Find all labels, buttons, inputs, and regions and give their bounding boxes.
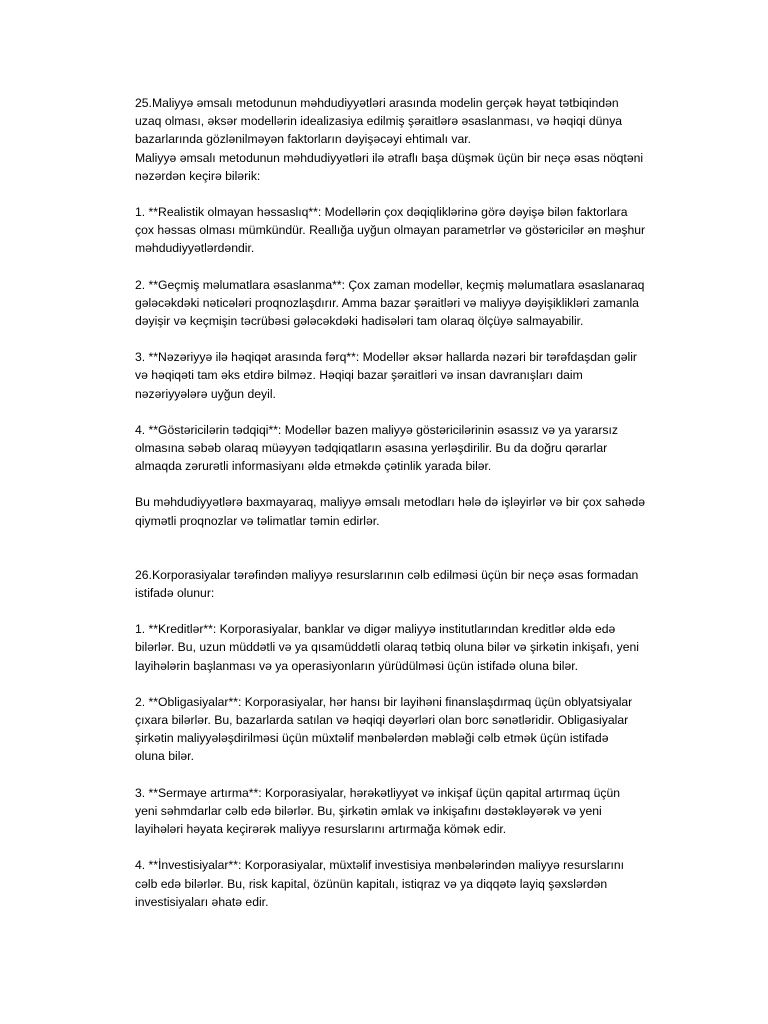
paragraph-25-conclusion: Bu məhdudiyyətlərə baxmayaraq, maliyyə əmsalı metodları hələ də işləyirlər və bir çox sahədə qiymətli proqnozlar və təlimatlar təmin edirlər. <box>135 495 646 528</box>
paragraph-gap <box>135 330 675 348</box>
paragraph-26-intro: 26.Korporasiyalar tərəfindən maliyyə resurslarının cəlb edilməsi üçün bir neçə əsas formadan istifadə olunur: <box>135 567 639 601</box>
paragraph-25-point-2: 2. **Geçmiş məlumatlara əsaslanma**: Çox zaman modellər, keçmiş məlumatlara əsaslanaraq gələcəkdəki nəticələri proqnozlaşdırır. Amma bazar şəraitləri və maliyyə dəyişiklikləri zamanla dəyişir və keçmişin təcrübəsi gələcəkdəki hadisələri tam olaraq ölçüyə salmayabilir. <box>135 277 645 329</box>
paragraph-25-point-3: 3. **Nəzəriyyə ilə həqiqət arasında fərq**: Modellər əksər hallarda nəzəri bir tərəfdaşdan gəlir və həqiqəti tam əks etdirə bilməz. Həqiqi bazar şəraitləri və insan davranışları daim nəzəriyyələrə uyğun deyil. <box>135 350 637 401</box>
paragraph-26-point-3: 3. **Sermaye artırma**: Korporasiyalar, hərəkətliyyət və inkişaf üçün qapital artırmaq üçün yeni səhmdarlar cəlb edə bilərlər. Bu, şirkətin əmlak və inkişafını dəstəkləyərək və yeni layihələri həyata keçirərək maliyyə resurslarını artırmağa kömək edir. <box>135 785 621 837</box>
paragraph-gap <box>135 675 675 693</box>
paragraph-gap <box>135 766 675 784</box>
paragraph-gap <box>135 258 675 276</box>
paragraph-26-point-1: 1. **Kreditlər**: Korporasiyalar, banklar və digər maliyyə institutlarından kreditlər əldə edə bilərlər. Bu, uzun müddətli və ya qısamüddətli olaraq tətbiq oluna bilər və şirkətin inkişafı, yeni layihələrin başlanması və ya operasiyonların yürüdülməsi üçün istifadə oluna bilər. <box>135 622 640 673</box>
paragraph-25-point-4: 4. **Göstəricilərin tədqiqi**: Modellər bazen maliyyə göstəricilərinin əsassız və ya yararsız olmasına səbəb olaraq müəyyən tədqiqatların əsasına yerləşdirilir. Bu da doğru qərarlar almaqda zərurətli informasiyanı əldə etməkdə çətinlik yarada bilər. <box>135 422 618 474</box>
paragraph-gap <box>135 403 675 421</box>
paragraph-gap <box>135 838 675 856</box>
paragraph-gap <box>135 185 675 203</box>
paragraph-25-intro: 25.Maliyyə əmsalı metodunun məhdudiyyətləri arasında modelin gerçək həyat tətbiqindən uzaq olması, əksər modellərin idealizasiya edilmiş şəraitlərə əsaslanması, və həqiqi dünya bazarlarında gözlənilməyən faktorların dəyişəcəyi ehtimalı var. Maliyyə əmsalı metodunun məhdudiyyətləri ilə ətraflı başa düşmək üçün bir neçə əsas nöqtəni nəzərdən keçirə bilərik: <box>135 96 644 183</box>
paragraph-gap <box>135 602 675 620</box>
paragraph-26-point-2: 2. **Obligasiyalar**: Korporasiyalar, hər hansı bir layihəni finanslaşdırmaq üçün oblyatsiyalar çıxara bilərlər. Bu, bazarlarda satılan və həqiqi dəyərləri olan borc sənətləridir. Obligasiyalar şirkətin maliyyələşdirilməsi üçün müxtəlif mənbələrdən məbləği cəlb etmək üçün istifadə oluna bilər. <box>135 694 633 764</box>
paragraph-gap <box>135 475 675 493</box>
section-gap <box>135 530 675 566</box>
document-body <box>135 94 675 911</box>
paragraph-26-point-4: 4. **İnvestisiyalar**: Korporasiyalar, müxtəlif investisiya mənbələrindən maliyyə resurslarını cəlb edə bilərlər. Bu, risk kapital, özünün kapitalı, istiqraz və ya diqqətə layiq şəxslərdən investisiyaları əhatə edir. <box>135 858 625 909</box>
paragraph-25-point-1: 1. **Realistik olmayan həssaslıq**: Modellərin çox dəqiqliklərinə görə dəyişə bilən faktorlara çox həssas olması mümkündür. Reallığa uyğun olmayan parametrlər və göstəricilər ən məşhur məhdudiyyətlərdəndir. <box>135 205 646 256</box>
